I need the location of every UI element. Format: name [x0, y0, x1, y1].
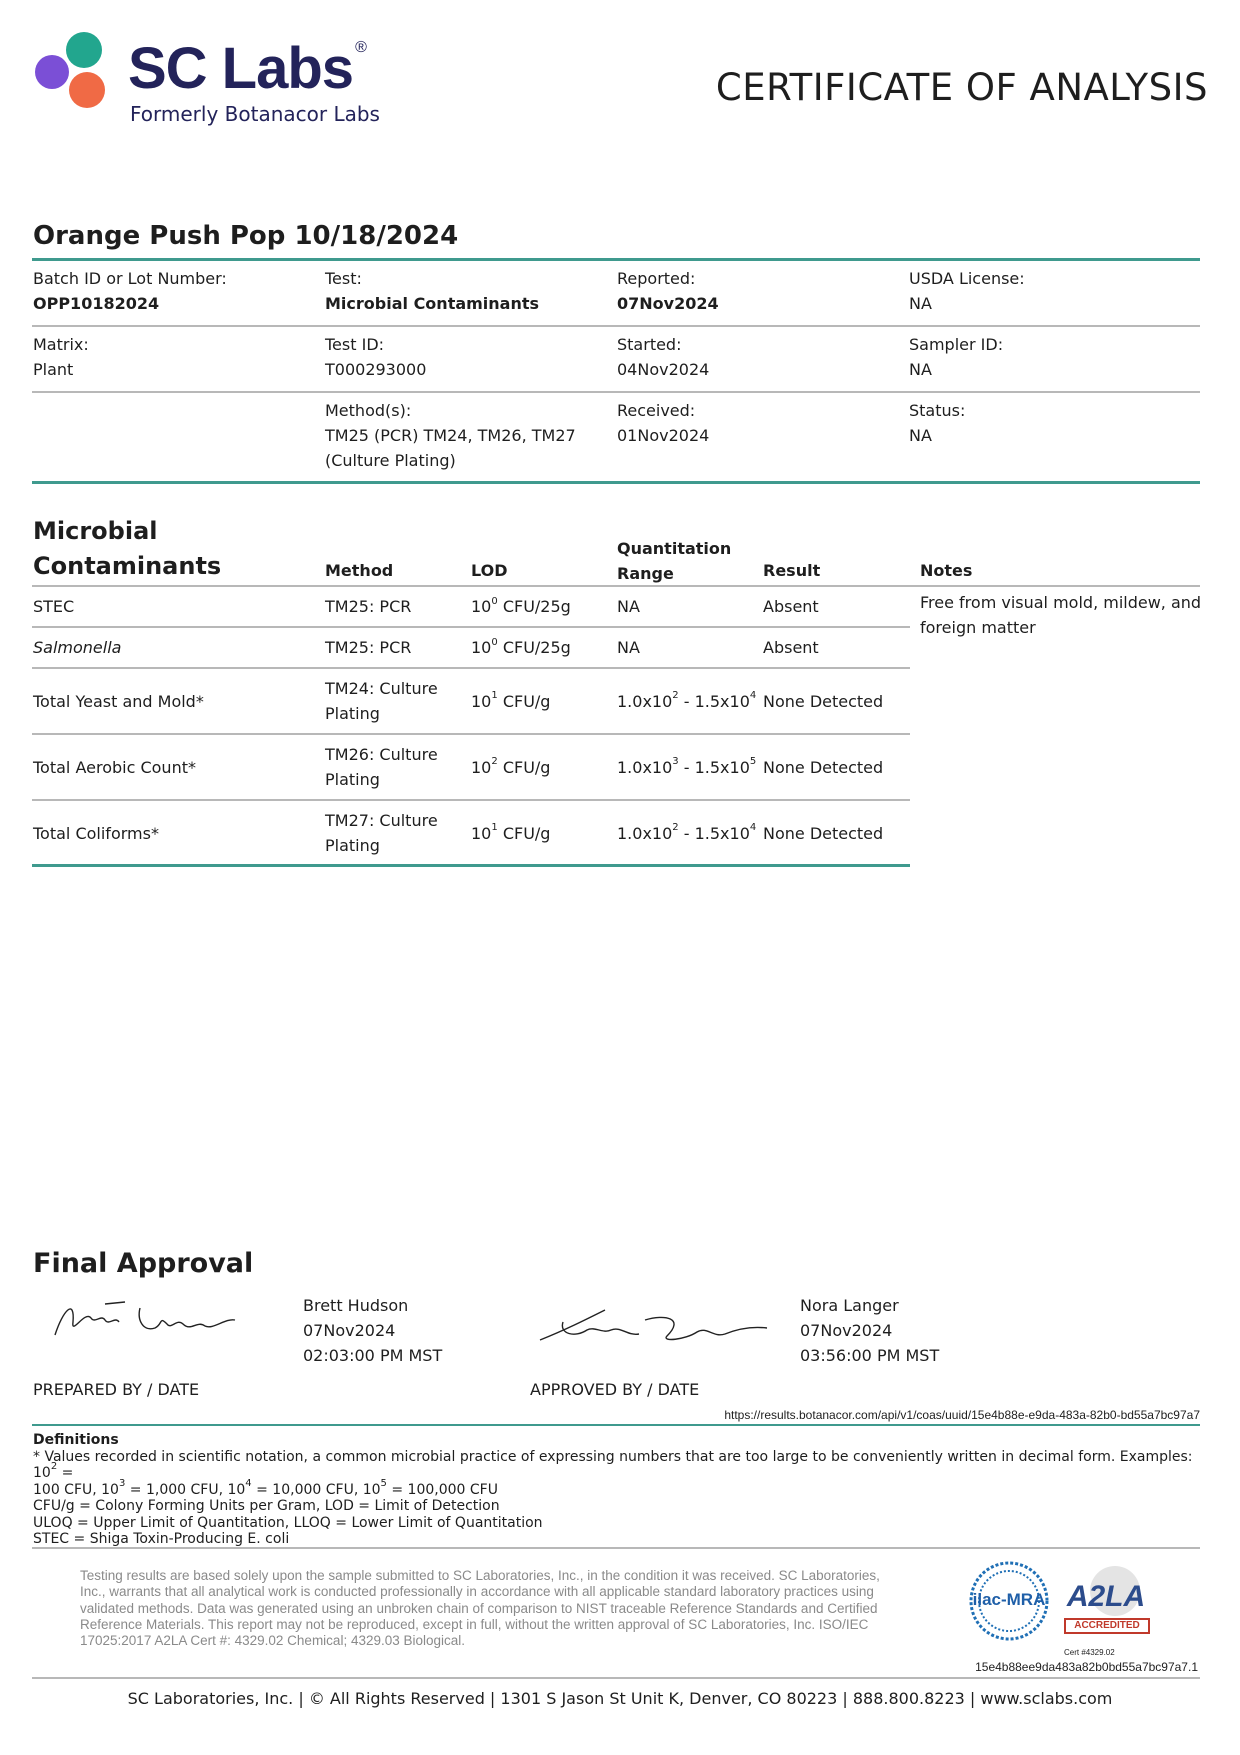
approved-signature — [535, 1300, 775, 1355]
col-header-range: Quantitation Range — [617, 539, 732, 583]
definitions-divider — [32, 1424, 1200, 1426]
started-label: Started: — [617, 335, 682, 354]
col-header-notes: Notes — [920, 561, 973, 580]
doc-title: CERTIFICATE OF ANALYSIS — [715, 66, 1208, 109]
table-row — [32, 627, 910, 668]
reported-value: 07Nov2024 — [617, 294, 719, 313]
matrix-label: Matrix: — [33, 335, 89, 354]
info-bottom-divider — [32, 481, 1200, 484]
disclaimer-divider — [32, 1547, 1200, 1549]
table-row — [32, 668, 910, 734]
range-cell: NA — [617, 638, 640, 657]
document-hash: 15e4b88ee9da483a82b0bd55a7bc97a7.1 — [975, 1660, 1198, 1674]
approved-name: Nora Langer — [800, 1296, 899, 1315]
approved-time: 03:56:00 PM MST — [800, 1346, 940, 1365]
approved-date: 07Nov2024 — [800, 1321, 893, 1340]
range-cell: $1.0x10^2 - 1.5x10^4$ — [617, 822, 757, 843]
table-row — [32, 586, 910, 627]
info-divider-2 — [32, 391, 1200, 393]
range-cell: $1.0x10^3 - 1.5x10^5$ — [617, 756, 757, 777]
range-cell: NA — [617, 597, 640, 616]
results-url[interactable]: https://results.botanacor.com/api/v1/coas/uuid/15e4b88e-e9da-483a-82b0-bd55a7bc97a7 — [724, 1408, 1200, 1422]
reported-label: Reported: — [617, 269, 696, 288]
testid-label: Test ID: — [325, 335, 385, 354]
definitions-line-4: ULOQ = Upper Limit of Quantitation, LLOQ = Lower Limit of Quantitation — [33, 1514, 543, 1531]
lod-cell: $10^0$ CFU/25g — [471, 595, 571, 616]
result-cell: None Detected — [763, 757, 884, 777]
disclaimer: Testing results are based solely upon the sample submitted to SC Laboratories, Inc., in the condition it was received. SC Laboratories, Inc., warrants that all analytical work is conducted professionally in accordance with all applicable standard laboratory practices using validated methods. Data was generated using an unbroken chain of comparison to NIST traceable Reference Standards and Certified Reference Materials. This report may not be reproduced, except in full, without the written approval of SC Laboratories, Inc. ISO/IEC 17025:2017 A2LA Cert #: 4329.02 Chemical; 4329.03 Biological. — [80, 1568, 880, 1649]
table-row — [32, 800, 910, 866]
product-title: Orange Push Pop 10/18/2024 — [33, 221, 459, 251]
status-value: NA — [909, 426, 932, 445]
analyte-name: Total Yeast and Mold* — [33, 691, 204, 711]
col-header-result: Result — [763, 561, 821, 580]
footer-divider — [32, 1677, 1200, 1679]
prepared-label: PREPARED BY / DATE — [33, 1380, 200, 1399]
cert-number: Cert #4329.02 — [1064, 1648, 1115, 1657]
brand-tagline: Formerly Botanacor Labs — [130, 102, 380, 126]
definitions-title: Definitions — [33, 1432, 119, 1448]
approval-title: Final Approval — [33, 1248, 254, 1279]
batch-label: Batch ID or Lot Number: — [33, 269, 227, 288]
ilac-mra-logo: ilac-MRA — [968, 1560, 1050, 1642]
title-divider — [32, 258, 1200, 261]
result-cell: None Detected — [763, 691, 884, 711]
row-divider — [32, 864, 910, 867]
lod-cell: $10^1$ CFU/g — [471, 822, 551, 843]
prepared-date: 07Nov2024 — [303, 1321, 396, 1340]
notes-text: Free from visual mold, mildew, and foreign matter — [920, 593, 1202, 637]
result-cell: None Detected — [763, 823, 884, 843]
definitions-line-1: * Values recorded in scientific notation, a common microbial practice of expressing numbers that are too large to be conveniently written in decimal form. Examples: $10^2$ = — [33, 1448, 1193, 1481]
table-row — [32, 734, 910, 800]
col-header-method: Method — [325, 561, 394, 580]
definitions-line-5: STEC = Shiga Toxin-Producing E. coli — [33, 1531, 290, 1547]
started-value: 04Nov2024 — [617, 360, 710, 379]
lod-cell: $10^1$ CFU/g — [471, 690, 551, 711]
col-header-lod: LOD — [471, 561, 508, 580]
method-cell: TM25: PCR — [325, 638, 412, 657]
analyte-name: Total Coliforms* — [33, 823, 159, 843]
status-label: Status: — [909, 401, 966, 420]
analyte-name: STEC — [33, 597, 75, 616]
sampler-label: Sampler ID: — [909, 335, 1004, 354]
brand-name: SC Labs ® — [128, 36, 366, 101]
definitions-line-3: CFU/g = Colony Forming Units per Gram, LOD = Limit of Detection — [33, 1498, 500, 1514]
prepared-name: Brett Hudson — [303, 1296, 409, 1315]
methods-label: Method(s): — [325, 401, 412, 420]
lod-cell: $10^2$ CFU/g — [471, 756, 551, 777]
methods-value-2: (Culture Plating) — [325, 451, 456, 470]
method-cell: TM27: Culture Plating — [325, 811, 438, 855]
prepared-time: 02:03:00 PM MST — [303, 1346, 443, 1365]
definitions-line-2: 100 CFU, $10^3 = 1,000$ CFU, $10^4 = 10,000$ CFU, $10^5 = 100,000$ CFU — [33, 1477, 498, 1498]
usda-label: USDA License: — [909, 269, 1025, 288]
footer-text: SC Laboratories, Inc. | © All Rights Reserved | 1301 S Jason St Unit K, Denver, CO 80223 | 888.800.8223 | www.sclabs.com — [127, 1689, 1113, 1708]
method-cell: TM24: Culture Plating — [325, 679, 438, 723]
testid-value: T000293000 — [325, 360, 427, 379]
result-cell: Absent — [763, 638, 819, 657]
method-cell: TM25: PCR — [325, 597, 412, 616]
received-value: 01Nov2024 — [617, 426, 710, 445]
received-label: Received: — [617, 401, 696, 420]
methods-value-1: TM25 (PCR) TM24, TM26, TM27 — [325, 426, 576, 445]
section-title: Microbial Contaminants — [33, 517, 222, 580]
usda-value: NA — [909, 294, 932, 313]
analyte-name: Total Aerobic Count* — [33, 757, 196, 777]
sampler-value: NA — [909, 360, 932, 379]
approved-label: APPROVED BY / DATE — [530, 1380, 700, 1399]
method-cell: TM26: Culture Plating — [325, 745, 438, 789]
a2la-logo: A2LA ACCREDITED — [1060, 1566, 1152, 1638]
prepared-signature — [45, 1290, 245, 1350]
test-label: Test: — [325, 269, 362, 288]
info-divider-1 — [32, 325, 1200, 327]
batch-value: OPP10182024 — [33, 294, 160, 313]
lod-cell: $10^0$ CFU/25g — [471, 636, 571, 657]
definitions — [33, 1432, 1203, 1548]
analyte-name: Salmonella — [33, 638, 122, 657]
range-cell: $1.0x10^2 - 1.5x10^4$ — [617, 690, 757, 711]
test-value: Microbial Contaminants — [325, 294, 540, 313]
result-cell: Absent — [763, 597, 819, 616]
matrix-value: Plant — [33, 360, 74, 379]
brand-logo-mark — [30, 30, 110, 115]
